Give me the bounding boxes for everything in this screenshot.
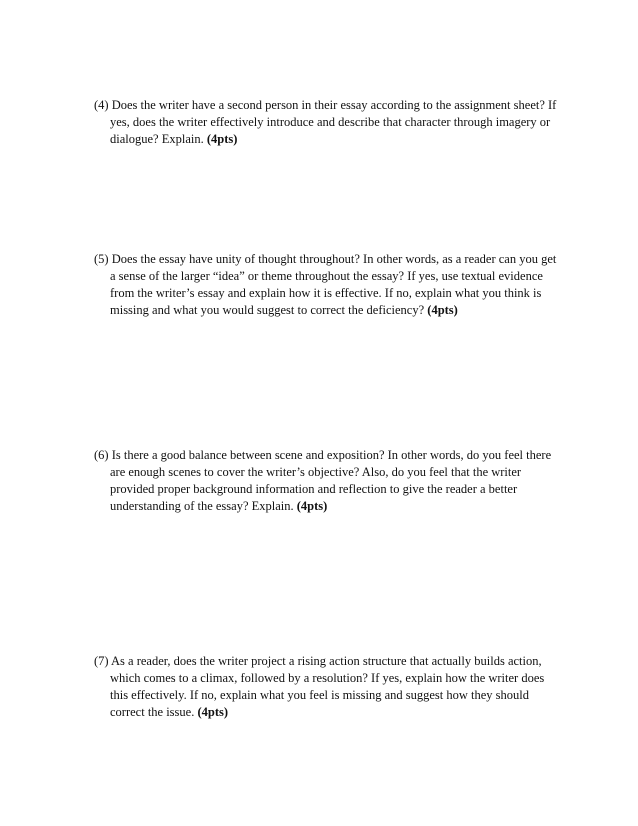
question-4-line-2: yes, does the writer effectively introduce and describe that character through imagery or	[110, 115, 551, 129]
question-7-line-2: which comes to a climax, followed by a resolution? If yes, explain how the writer does	[110, 671, 545, 685]
question-6-line-3: provided proper background information and reflection to give the reader a better	[110, 482, 518, 496]
question-6-line-4	[94, 498, 574, 515]
question-6-points: (4pts)	[296, 499, 328, 513]
question-7-line-4-text: correct the issue.	[110, 705, 195, 719]
question-7-line-3: this effectively. If no, explain what you feel is missing and suggest how they should	[110, 688, 530, 702]
question-4-line-3-text: dialogue? Explain.	[110, 132, 204, 146]
question-7	[94, 653, 574, 721]
question-6-line-1: (6) Is there a good balance between scene and exposition? In other words, do you feel there	[94, 448, 552, 462]
question-6-line-4-text: understanding of the essay? Explain.	[110, 499, 294, 513]
question-5-line-4	[94, 302, 574, 319]
question-4	[94, 97, 574, 148]
question-4-line-3	[94, 131, 574, 148]
question-5-points: (4pts)	[427, 303, 458, 317]
question-5-line-4-text: missing and what you would suggest to correct the deficiency?	[110, 303, 425, 317]
question-7-points: (4pts)	[197, 705, 229, 719]
question-4-line-1: (4) Does the writer have a second person in their essay according to the assignment sheet? If	[94, 98, 557, 112]
question-4-points: (4pts)	[206, 132, 238, 146]
question-5-line-3: from the writer’s essay and explain how it is effective. If no, explain what you think is	[110, 286, 542, 300]
question-6	[94, 447, 574, 515]
question-7-line-1: (7) As a reader, does the writer project a rising action structure that actually builds action,	[94, 654, 542, 668]
question-5	[94, 251, 574, 319]
question-7-line-4	[94, 704, 574, 721]
question-5-line-2: a sense of the larger “idea” or theme throughout the essay? If yes, use textual evidence	[110, 269, 543, 283]
question-6-line-2: are enough scenes to cover the writer’s objective? Also, do you feel that the writer	[110, 465, 522, 479]
question-5-line-1: (5) Does the essay have unity of thought throughout? In other words, as a reader can you get	[94, 252, 557, 266]
